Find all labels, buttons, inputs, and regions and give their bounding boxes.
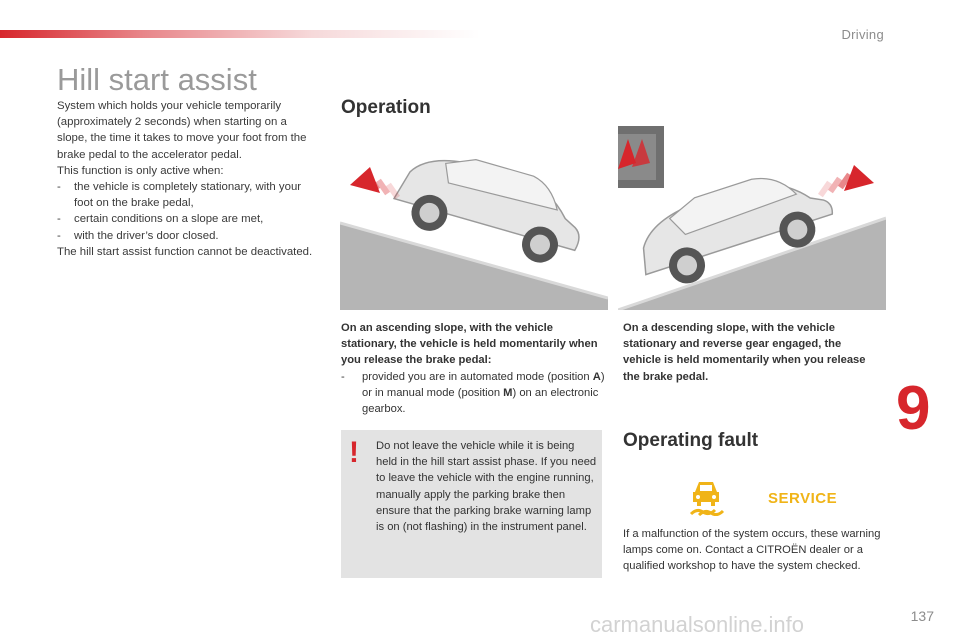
- warning-icon: !: [349, 436, 359, 469]
- hill-assist-warning-lamp-icon: [685, 476, 727, 516]
- chapter-number: 9: [896, 374, 931, 443]
- descending-slope-caption: [623, 320, 878, 385]
- intro-text: [57, 98, 313, 260]
- condition-item: - the vehicle is completely stationary, with your foot on the brake pedal,: [57, 181, 302, 210]
- ascending-heading: On an ascending slope, with the vehicle stationary, the vehicle is held momentarily when you release the brake pedal:: [341, 322, 598, 367]
- condition-item: - certain conditions on a slope are met,: [57, 213, 264, 226]
- watermark: carmanualsonline.info: [590, 612, 805, 637]
- operation-heading: Operation: [341, 97, 431, 118]
- ascending-condition: - provided you are in automated mode (position A) or in manual mode (position M) on an electronic gearbox.: [341, 370, 605, 416]
- page-title: Hill start assist: [57, 62, 257, 97]
- condition-item: - with the driver’s door closed.: [57, 229, 219, 242]
- operating-fault-heading: Operating fault: [623, 430, 759, 451]
- warning-box: [341, 430, 602, 578]
- mode-a-label: A: [592, 370, 601, 383]
- mode-m-label: M: [503, 386, 513, 399]
- page-number: 137: [910, 608, 934, 624]
- warning-text: Do not leave the vehicle while it is being held in the hill start assist phase. If you need to leave the vehicle with the engine running, manually apply the parking brake then ensure that the parking brake warning lamp is on (not flashing) in the instrument panel.: [376, 440, 597, 534]
- ascending-slope-caption: [341, 320, 606, 417]
- intro-paragraph: System which holds your vehicle temporarily (approximately 2 seconds) when starting on a slope, the time it takes to move your foot from the brake pedal to the accelerator pedal.: [57, 100, 307, 161]
- operating-fault-text: If a malfunction of the system occurs, these warning lamps come on. Contact a CITROËN dealer or a qualified workshop to have the system checked.: [623, 528, 881, 573]
- section-name: Driving: [841, 27, 884, 42]
- intro-closing: The hill start assist function cannot be deactivated.: [57, 245, 313, 258]
- descending-heading: On a descending slope, with the vehicle stationary and reverse gear engaged, the vehicle is held momentarily when you release the brake pedal.: [623, 322, 866, 383]
- ascending-slope-illustration: [340, 123, 608, 310]
- header-accent-bar: [0, 30, 480, 38]
- intro-active-when: This function is only active when:: [57, 164, 224, 177]
- descending-slope-illustration: [618, 123, 886, 310]
- service-warning-lamp: SERVICE: [768, 490, 838, 507]
